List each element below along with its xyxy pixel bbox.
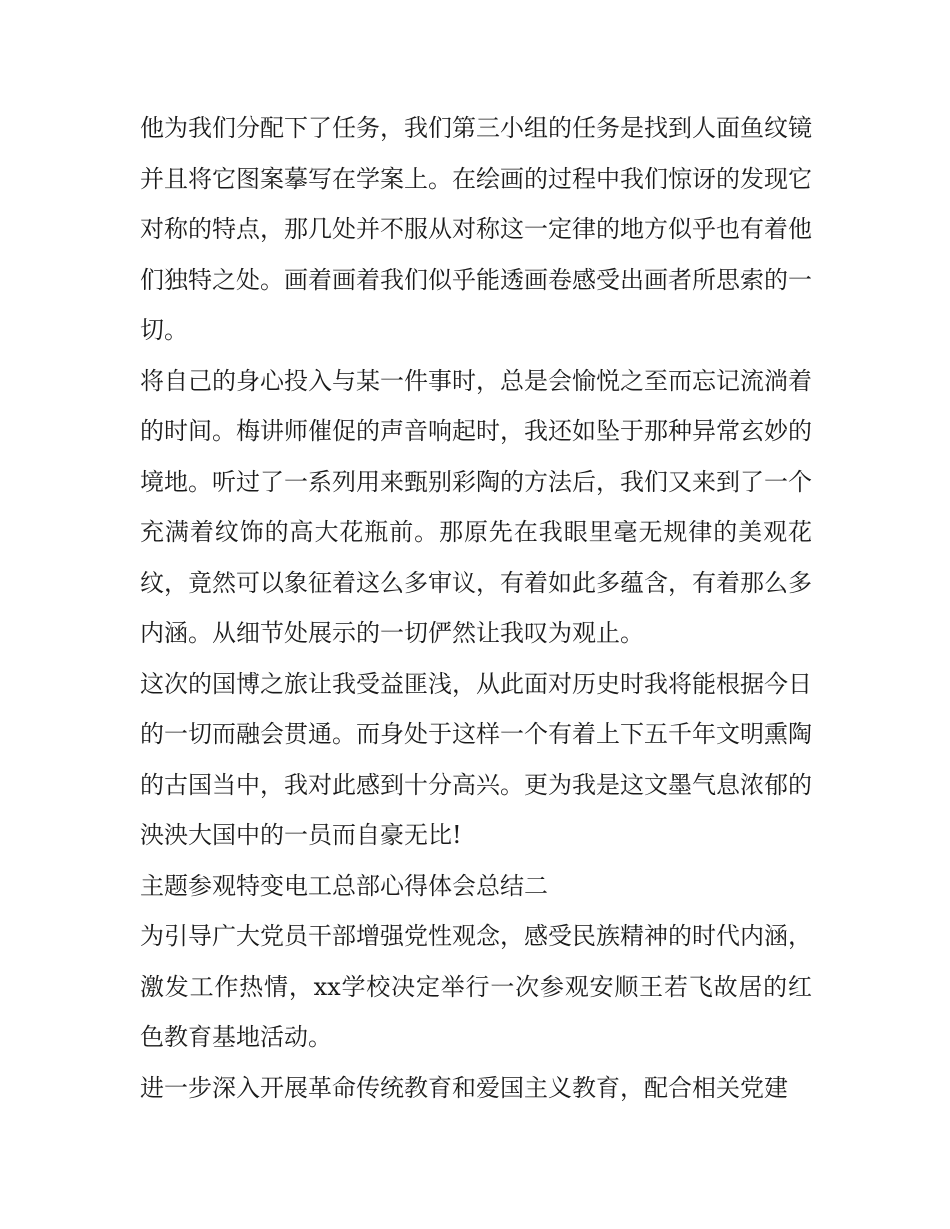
- paragraph-3: 这次的国博之旅让我受益匪浅，从此面对历史时我将能根据今日的一切而融会贯通。而身处于这样一个有着上下五千年文明熏陶的古国当中，我对此感到十分高兴。更为我是这文墨气息浓郁的泱泱大国中的一员而自豪无比!: [140, 669, 812, 849]
- paragraph-1: 他为我们分配下了任务，我们第三小组的任务是找到人面鱼纹镜并且将它图案摹写在学案上。在绘画的过程中我们惊讶的发现它对称的特点，那几处并不服从对称这一定律的地方似乎也有着他们独特之处。画着画着我们似乎能透画卷感受出画者所思索的一切。: [140, 114, 812, 344]
- section-heading: 主题参观特变电工总部心得体会总结二: [140, 871, 548, 900]
- paragraph-5: 进一步深入开展革命传统教育和爱国主义教育，配合相关党建: [140, 1073, 788, 1102]
- document-body: [140, 103, 812, 1113]
- paragraph-4: 为引导广大党员干部增强党性观念，感受民族精神的时代内涵，激发工作热情，xx学校决定举行一次参观安顺王若飞故居的红色教育基地活动。: [140, 922, 812, 1051]
- paragraph-2: 将自己的身心投入与某一件事时，总是会愉悦之至而忘记流淌着的时间。梅讲师催促的声音响起时，我还如坠于那种异常玄妙的境地。听过了一系列用来甄别彩陶的方法后，我们又来到了一个充满着纹饰的高大花瓶前。那原先在我眼里毫无规律的美观花纹，竟然可以象征着这么多审议，有着如此多蕴含，有着那么多内涵。从细节处展示的一切俨然让我叹为观止。: [140, 366, 812, 647]
